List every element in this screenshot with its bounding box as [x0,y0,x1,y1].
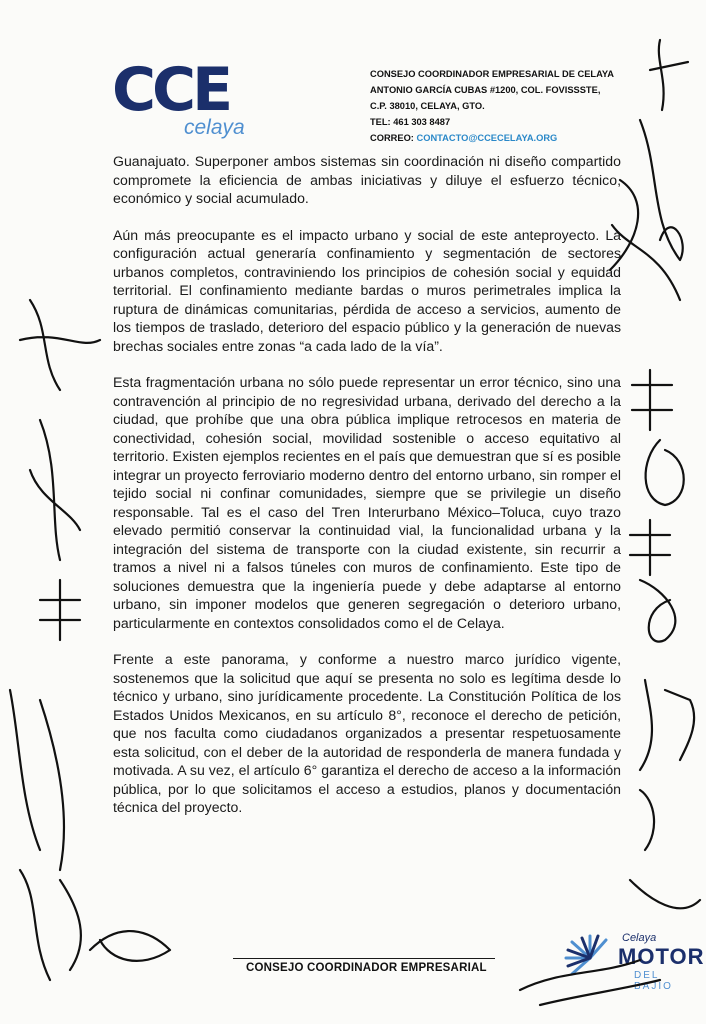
logo-main-text: MOTOR [618,944,705,969]
body-paragraph: Guanajuato. Superponer ambos sistemas sin coordinación ni diseño compartido compromete la eficiencia de ambas iniciativas y diluye el esfuerzo técnico, económico y social acumulado. [113,153,621,206]
footer-label: CONSEJO COORDINADOR EMPRESARIAL [246,962,487,974]
letterhead-line: TEL: 461 303 8487 [370,117,451,127]
signature-mark [40,580,80,640]
body-paragraph: Esta fragmentación urbana no sólo puede representar un error técnico, sino una contravención al principio de no regresividad urbana, derivado del derecho a la ciudad, que prohíbe que una obra pública implique retrocesos en materia de conectividad, cohesión social, movilidad sostenible o acceso equitativo al territorio. Existen ejemplos recientes en el país que demuestran que sí es posible integrar un proyecto ferroviario moderno dentro del entorno urbano, sin romper el tejido social ni confinar comunidades, siempre que se privilegie un diseño responsable. Tal es el caso del Tren Interurbano México–Toluca, cuyo trazo elevado permitió conservar la continuidad vial, la funcionalidad urbana y la integración del sistema de transporte con la ciudad existente, sin recurrir a tramos a nivel ni a falsos túneles con muros de confinamiento. Este tipo de soluciones demuestra que la ingeniería puede y debe adaptarse al entorno urbano, sin imponer modelos que generen segregación o deterioro urbano, particularmente en contextos consolidados como el de Celaya. [113,374,621,631]
signature-mark [20,300,100,390]
signature-mark [640,580,675,642]
letterhead-email [370,130,670,146]
signature-mark [10,690,64,870]
body-paragraph: Frente a este panorama, y conforme a nuestro marco jurídico vigente, sostenemos que la solicitud que aquí se presenta no solo es legítima desde lo técnico y urbano, sino jurídicamente procedente. La Constitución Política de los Estados Unidos Mexicanos, en su artículo 8°, reconoce el derecho de petición, que nos faculta como ciudadanos organizados a presentar respetuosamente esta solicitud, con el deber de la autoridad de responderla de manera fundada y motivada. A su vez, el artículo 6° garantiza el derecho de acceso a la información pública, por lo que solicitamos el acceso a estudios, planos y documentación técnica del proyecto. [113,651,621,815]
signature-mark [646,440,684,505]
letterhead-info [370,66,670,146]
letter-body [113,152,621,835]
signature-mark [640,680,694,770]
signature-mark [30,420,80,560]
burst-icon [560,928,620,988]
signature-mark [90,931,170,961]
logo-sub: celaya [184,116,245,139]
signature-mark [630,520,670,575]
email-label: CORREO: [370,133,417,143]
celaya-motor-logo [560,928,705,992]
email-value: CONTACTO@CCECELAYA.ORG [416,133,558,143]
signature-mark [20,870,81,980]
letterhead-line: CONSEJO COORDINADOR EMPRESARIAL DE CELAYA [370,69,614,79]
signature-mark [630,790,700,908]
logo-small-text: Celaya [622,932,657,944]
cce-logo [112,55,292,142]
body-paragraph: Aún más preocupante es el impacto urbano y social de este anteproyecto. La configuración actual generaría confinamiento y segmentación de sectores urbanos completos, contraviniendo los principios de cohesión social y equidad territorial. El confinamiento mediante bardas o muros perimetrales implica la ruptura de dinámicas comunitarias, pérdida de acceso a servicios, aumento de los tiempos de traslado, deterioro del espacio público y la generación de nuevas brechas sociales entre zonas “a cada lado de la vía”. [113,226,621,354]
signature-mark [632,370,672,430]
footer-rule [233,958,495,959]
logo-mark: CCE [112,55,230,125]
logo-sub-text: DEL BAJIO [634,970,673,992]
letterhead-line: C.P. 38010, CELAYA, GTO. [370,101,485,111]
letterhead-line: ANTONIO GARCÍA CUBAS #1200, COL. FOVISSSTE, [370,85,601,95]
